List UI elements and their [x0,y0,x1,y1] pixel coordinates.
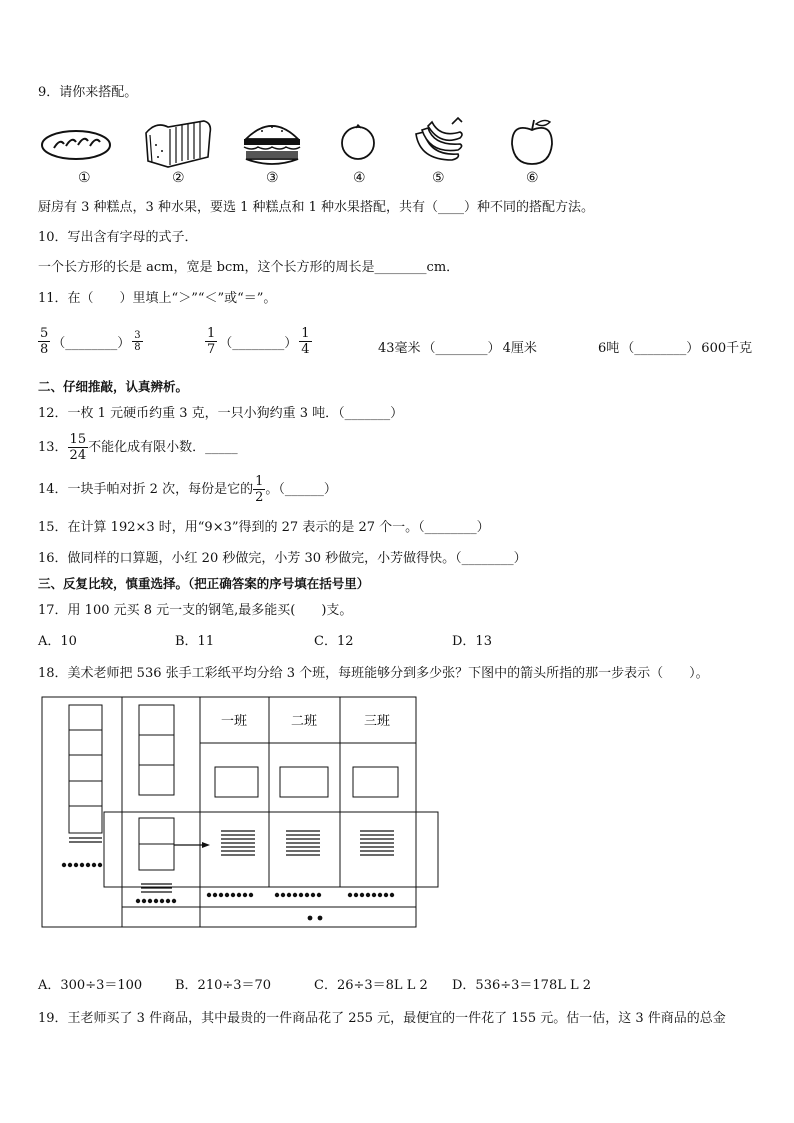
q10-title: 10．写出含有字母的式子． [38,230,198,245]
section-2-heading: 二、仔细推敲，认真辨析。 [38,379,189,394]
q17-option-b[interactable]: B．11 [175,634,215,649]
q18-title: 18．美术老师把 536 张手工彩纸平均分给 3 个班，每班能够分到多少张？下图中的箭头所指的那一步表示（ ）。 [38,666,709,681]
choice-label-1: ① [78,170,91,186]
q14: 14．一块手帕对折 2 次，每份是它的 $\frac{1}{2}$ 。（______） [38,474,337,505]
q17-option-d[interactable]: D．13 [452,634,492,649]
q18-option-b[interactable]: B．210÷3＝70 [175,978,272,993]
q18-option-c[interactable]: C．26÷3＝8L L 2 [314,978,428,993]
answer-blank[interactable]: （________） [621,341,700,356]
q18-option-a[interactable]: A．300÷3＝100 [38,978,143,993]
compare-item-1 [38,326,143,357]
q9-text: 厨房有 3 种糕点，3 种水果，要选 1 种糕点和 1 种水果搭配，共有（____）种不同的搭配方法。 [38,200,595,215]
section-3-heading: 三、反复比较，慎重选择。（把正确答案的序号填在括号里） [38,576,370,591]
compare-item-4: 6吨 （________） 600千克 [598,337,752,356]
q11-title: 11．在（ ）里填上“＞”“＜”或“＝”。 [38,291,277,306]
fraction: $\frac{15}{24}$ [69,432,87,463]
q18-option-d[interactable]: D．536÷3＝178L L 2 [452,978,592,993]
fraction: $\frac{1}{2}$ [255,474,264,505]
header-class-2: 二班 [290,714,318,729]
choice-label-3: ③ [266,170,279,186]
fraction-right: $\frac{1}{4}$ [301,326,310,357]
q9-title: 9．请你来搭配。 [38,85,138,100]
q17-title: 17．用 100 元买 8 元一支的钢笔,最多能买( )支。 [38,603,353,618]
hamburger-icon [240,117,304,167]
q16-text: 16．做同样的口算题，小红 20 秒做完，小芳 30 秒做完，小芳做得快。（________） [38,551,527,566]
fraction-right: $\frac{3}{8}$ [134,330,141,353]
choice-label-4: ④ [353,170,366,186]
q17-option-a[interactable]: A．10 [38,634,77,649]
answer-blank[interactable]: （________） [422,341,501,356]
choice-label-6: ⑥ [526,170,539,186]
q19-text: 19．王老师买了 3 件商品，其中最贵的一件商品花了 255 元，最便宜的一件花了 155 元。估一估，这 3 件商品的总金 [38,1011,726,1026]
q15-text: 15．在计算 192×3 时，用“9×3”得到的 27 表示的是 27 个一。（________） [38,520,490,535]
header-class-3: 三班 [363,714,391,729]
answer-blank[interactable]: （________） [219,336,298,351]
answer-blank[interactable]: （________） [52,336,131,351]
q10-text: 一个长方形的长是 acm，宽是 bcm，这个长方形的周长是________cm． [38,260,460,275]
compare-item-2 [205,326,312,357]
apple-icon [508,116,556,168]
q17-option-c[interactable]: C．12 [314,634,354,649]
choice-label-2: ② [172,170,185,186]
q12-text: 12．一枚 1 元硬币约重 3 克，一只小狗约重 3 吨．（_______） [38,406,404,421]
division-diagram [40,695,444,931]
orange-icon [338,122,378,162]
fraction-left: $\frac{5}{8}$ [40,326,49,357]
sliced-bread-icon [140,115,212,169]
choice-label-5: ⑤ [432,170,445,186]
header-class-1: 一班 [220,714,248,729]
q13: 13． $\frac{15}{24}$ 不能化成有限小数．_____ [38,432,238,463]
fraction-left: $\frac{1}{7}$ [207,326,216,357]
banana-icon [408,116,464,168]
bread-loaf-icon [40,118,112,168]
compare-item-3: 43毫米 （________） 4厘米 [378,337,537,356]
